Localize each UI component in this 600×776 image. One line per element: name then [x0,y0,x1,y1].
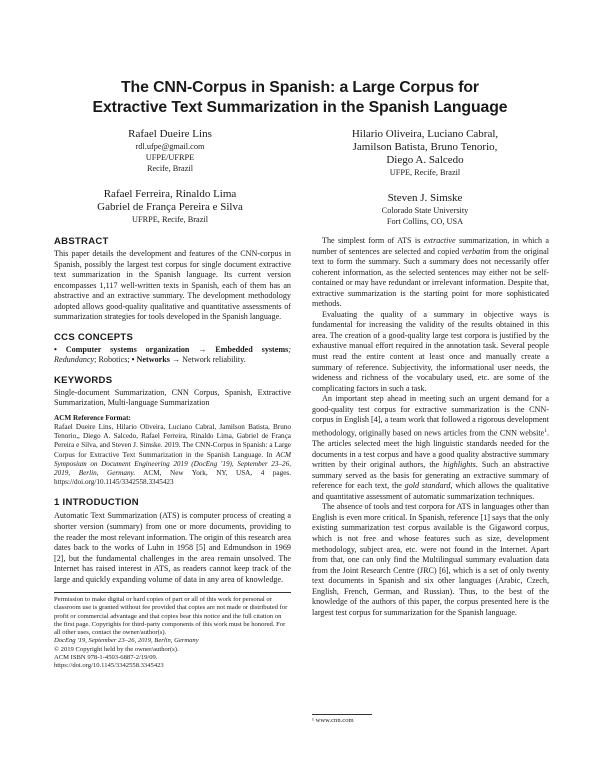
author-simske [325,192,525,227]
title-line-2: Extractive Text Summarization in the Spanish Language [92,99,508,116]
author-names-line-3: Diego A. Salcedo [386,154,464,166]
footnote-text: ¹ www.cnn.com [312,717,354,724]
arrow-symbol: → [189,344,216,354]
acm-ref-venue: ACM Symposium on Document Engineering 2019 (DocEng '19), September 23–26, 2019, Berlin, Germany. [54,450,291,478]
term-extractive: extractive [423,236,456,245]
footnote-rule [312,714,372,715]
permission-isbn: ACM ISBN 978-1-4503-6887-2/19/09. [54,654,158,662]
author-location: Recife, Brazil [146,164,194,173]
text-run: The simplest form of ATS is [322,236,424,245]
permission-text: Permission to make digital or hard copies of part or all of this work for personal or classroom use is granted without fee provided that copies are not made or distributed for profit or commercial advantage and that copies bear this notice and the full citation on the first page. Copyrights for third-party components of this work must be honored. For all other uses, contact the owner/author(s). [54,596,288,637]
ccs-concepts [54,345,291,366]
author-name: Rafael Dueire Lins [128,128,212,140]
paper-title [40,78,560,118]
paragraph-cnn-corpus [312,394,549,502]
author-location: Fort Collins, CO, USA [386,217,464,226]
ccs-term-robotics: ; Robotics; [94,355,132,365]
author-lins [90,128,250,174]
permission-doi: https://doi.org/10.1145/3342558.3345423 [54,662,164,670]
introduction-heading: 1 INTRODUCTION [54,497,139,509]
keywords-heading: KEYWORDS [54,374,113,386]
ccs-heading: CCS CONCEPTS [54,331,134,343]
term-verbatim: verbatim [461,246,491,256]
ccs-term-embedded: Embedded systems [215,344,289,354]
abstract-text: This paper details the development and features of the CNN-corpus in Spanish, possibly the largest test corpus for single document extractive text summarization in the Spanish language. Its current version encompasses 1,117 well-written texts in Spanish, each of them has an abstractive and an extractive summary. The development methodology adopted allows good-quality qualitative and quantitative assessments of summarization strategies for tools developed in the Spanish language. [54,249,291,322]
text-run: summarization, in which a number of sentences are selected and copied [312,236,549,256]
text-run: . Such an abstractive summary served as the basis for generating an extractive summary of reference for each text, the [312,460,549,491]
paragraph-extractive [312,236,549,310]
author-affiliation: UFPE, Recife, Brazil [389,168,461,177]
ccs-term-networks: • Networks [131,355,170,365]
text-run: . The articles selected meet the high linguistic standards needed for the documents in a test corpus and have a good quality abstractive summary written by their original authors, the [312,428,549,470]
ccs-term-redundancy: ; Redundancy [54,344,291,365]
author-names-line-2: Jamilson Batista, Bruno Tenorio, [352,141,498,153]
acm-ref-doi: ACM, New York, NY, USA, 4 pages. https://doi.org/10.1145/3342558.3345423 [54,469,291,487]
paragraph-spanish: The absence of tools and test corpora for ATS in languages other than English is even more critical. In Spanish, reference [1] says that the only existing summarization test corpus available is the Gigaword corpus, which is not free and whose features such as size, development methodology, subject area, etc. were not found in the Internet. Apart from that, one can only find the Multilingual summary evaluation data from the Joint Research Centre (JRC) [6], which is a set of only twenty text documents in Spanish and six other languages (Arabic, Czech, English, French, German, and Russian). Thus, to the best of the knowledge of the authors of this paper, the corpus presented here is the largest test corpus for summarization for the Spanish language. [312,502,549,617]
acm-ref-text [54,423,291,487]
text-run: , which allows the qualitative and quantitative assessment of automatic summarization techniques. [312,481,549,501]
permission-rule [54,592,291,593]
arrow-symbol: → [169,355,183,365]
keywords-text: Single-document Summarization, CNN Corpus, Spanish, Extractive Summarization, Multi-language Summarization [54,387,291,408]
author-affiliation: UFRPE, Recife, Brazil [131,215,209,224]
paragraph-evaluation: Evaluating the quality of a summary in objective ways is fundamental for increasing the validity of the results obtained in this area. The creation of a good-quality large test corpora is justified by the exhaustive manual effort required in the annotation task. Several people must read the entire content at least once and manually create a summary of reference. Subjectivity, the informational user needs, the wideness and richness of the vocabulary used, etc. are some of the complicating factors in such a task. [312,309,549,393]
author-oliveira-group [325,128,525,178]
introduction-text: Automatic Text Summarization (ATS) is computer process of creating a shorter version (summary) from one or more documents, providing to the reader the most relevant information. The origin of this research area dates back to the works of Luhn in 1958 [5] and Edmundson in 1969 [2], but the fundamental challenges in the area remain unsolved. The Internet has raised interest in ATS, as readers cannot keep track of the large and quickly expanding volume of data in any area of knowledge. [54,511,291,584]
acm-ref-citation: Rafael Dueire Lins, Hilario Oliveira, Luciano Cabral, Jamilson Batista, Bruno Tenorio,, Diego A. Salcedo, Rafael Ferreira, Rinaldo Lima, Gabriel de França Pereira e Silva, and Steven J. Simske. 2019. The CNN-Corpus in Spanish: a Large Corpus for Extractive Text Summarization in the Spanish Language. In [54,423,291,459]
text-run: An important step ahead in meeting such an urgent demand for a good-quality test corpus for extractive summarization is the CNN-corpus in English [4], a team work that followed a rigorous development methodology, originally based on news articles from the CNN website [312,394,549,438]
author-affiliation: Colorado State University [381,206,469,215]
text-run: from the original text to form the summary. Such a summary does not necessarily offer coherent information, as the selected sentences may either not be self-contained or may have redundant or irrelevant information. Despite that, extractive summarization is the starting point for more sophisticated methods. [312,246,549,309]
author-names-line-1: Hilario Oliveira, Luciano Cabral, [351,128,499,140]
author-name: Steven J. Simske [387,192,463,204]
footnote-marker: 1 [544,427,547,434]
acm-ref-heading: ACM Reference Format: [54,414,131,423]
author-email: rdl.ufpe@gmail.com [135,142,205,151]
footnote [312,717,549,725]
abstract-heading: ABSTRACT [54,236,109,247]
author-names-line-1: Rafael Ferreira, Rinaldo Lima [103,188,237,200]
title-line-1: The CNN-Corpus in Spanish: a Large Corpus for [121,79,479,96]
ccs-term-reliability: Network reliability. [182,355,246,365]
permission-venue: DocEng '19, September 23–26, 2019, Berlin, Germany [54,637,199,645]
left-column [54,236,291,585]
author-names-line-2: Gabriel de França Pereira e Silva [97,201,243,213]
author-ferreira-group [70,188,270,225]
author-affiliation: UFPE/UFRPE [145,153,195,162]
right-column [312,236,549,618]
ccs-term-computer-systems: • Computer systems organization [54,344,190,354]
permission-copyright: © 2019 Copyright held by the owner/author(s). [54,645,179,653]
term-highlights: highlights [443,460,476,470]
term-gold-standard: gold standard [404,481,451,491]
permission-block [54,596,291,671]
